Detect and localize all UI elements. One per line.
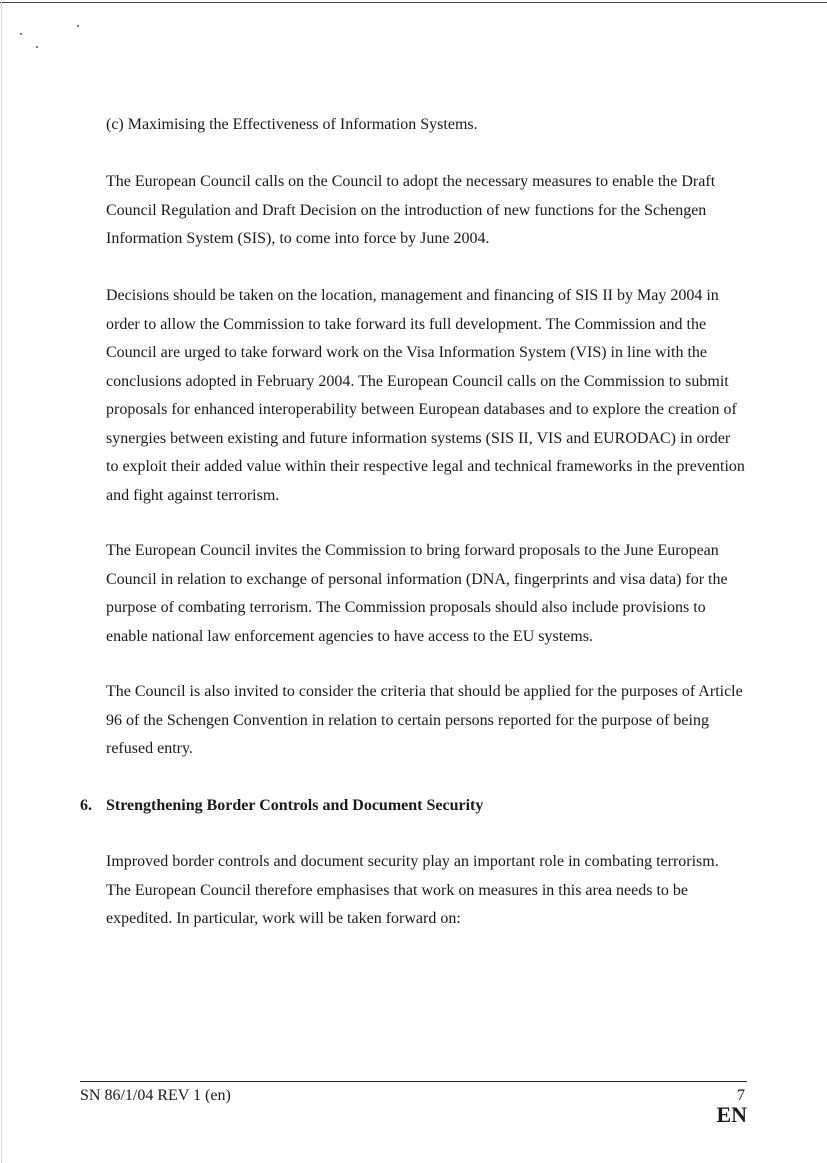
scan-speck [36, 46, 38, 48]
body-paragraph: Decisions should be taken on the location, management and financing of SIS II by May 2004 in order to allow the Commission to take forward its full development. The Commission and the Council are urged to take forward work on the Visa Information System (VIS) in line with the conclusions adopted in February 2004. The European Council calls on the Commission to submit proposals for enhanced interoperability between European databases and to explore the creation of synergies between existing and future information systems (SIS II, VIS and EURODAC) in order to exploit their added value within their respective legal and technical frameworks in the prevention and fight against terrorism. [106, 287, 745, 504]
footer-rule [80, 1081, 747, 1082]
section-heading [80, 794, 483, 818]
body-paragraph: The Council is also invited to consider the criteria that should be applied for the purposes of Article 96 of the Schengen Convention in relation to certain persons reported for the purpose of being refused entry. [106, 683, 743, 757]
section-body-paragraph: Improved border controls and document security play an important role in combating terrorism. The European Council therefore emphasises that work on measures in this area needs to be expedited. In particular, work will be taken forward on: [106, 853, 719, 927]
page-number: 7 [737, 1087, 745, 1104]
language-code: EN [716, 1102, 747, 1127]
document-reference: SN 86/1/04 REV 1 (en) [80, 1087, 231, 1104]
scan-speck [77, 25, 79, 27]
top-border-line [0, 2, 827, 3]
scan-speck [20, 33, 22, 35]
body-paragraph: The European Council invites the Commission to bring forward proposals to the June European Council in relation to exchange of personal information (DNA, fingerprints and visa data) for the purpose of combating terrorism. The Commission proposals should also include provisions to enable national law enforcement agencies to have access to the EU systems. [106, 542, 728, 645]
left-scan-edge [1, 0, 2, 1163]
body-paragraph: The European Council calls on the Council to adopt the necessary measures to enable the Draft Council Regulation and Draft Decision on the introduction of new functions for the Schengen Information System (SIS), to come into force by June 2004. [106, 173, 716, 247]
subsection-title-c: (c) Maximising the Effectiveness of Information Systems. [106, 116, 478, 133]
section-number: 6. [80, 797, 92, 814]
section-title: Strengthening Border Controls and Document Security [106, 797, 484, 814]
